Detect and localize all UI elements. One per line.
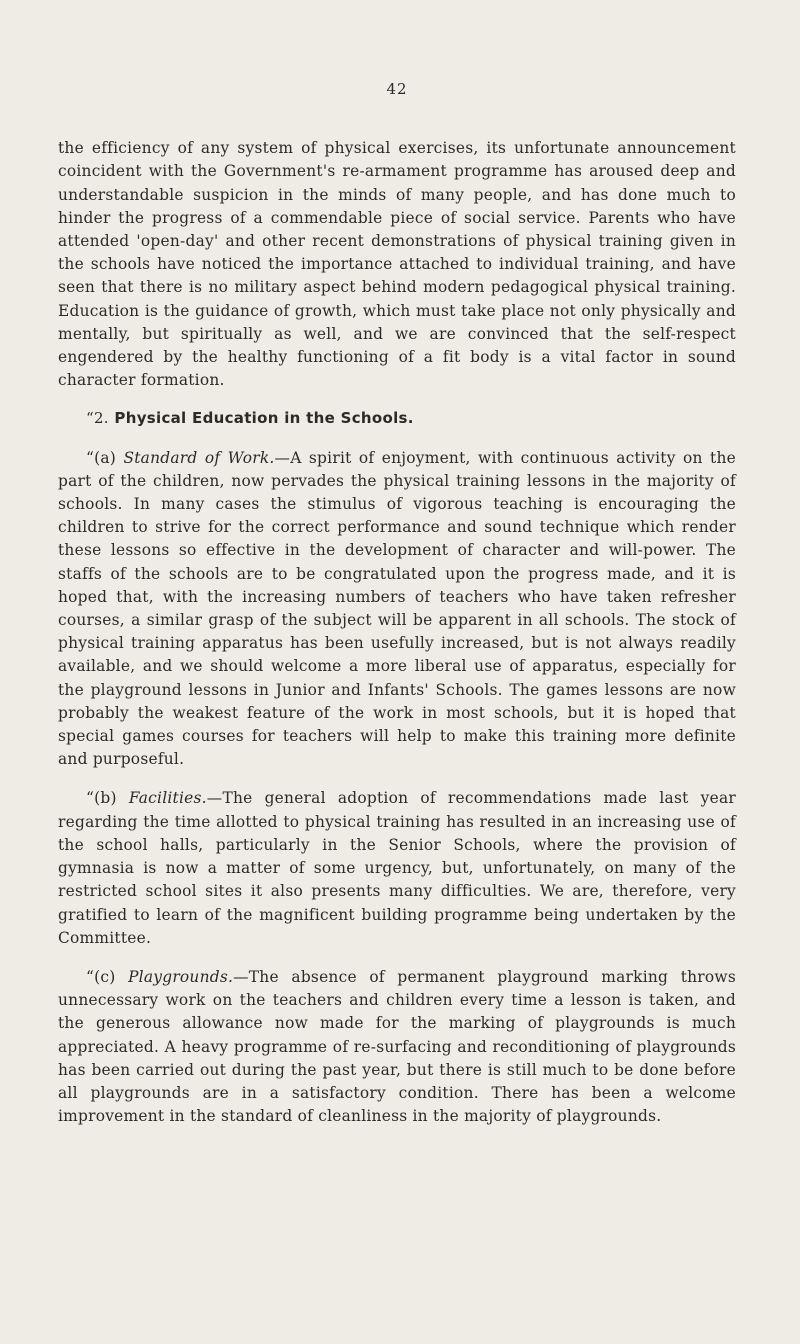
subsection-text: —A spirit of enjoyment, with continuous activity on the part of the children, now pervades the physical training lessons in the majority of schools. In many cases the stimulus of vigorous teaching is encouraging the children to strive for the correct performance and sound technique which render these lessons so effective in the development of character and will-power. The staffs of the schools are to be congratulated upon the progress made, and it is hoped that, with the increasing numbers of teachers who have taken refresher courses, a similar grasp of the subject will be apparent in all schools. The stock of physical training apparatus has been usefully increased, but is not always readily available, and we should welcome a more liberal use of apparatus, especially for the playground lessons in Junior and Infants' Schools. The games lessons are now probably the weakest feature of the work in most schools, but it is hoped that special games courses for teachers will help to make this training more definite and purposeful. <box>58 448 737 769</box>
page-number: 42 <box>386 80 408 98</box>
subsection-standard-of-work <box>58 447 736 772</box>
section-number: “2. <box>86 409 109 428</box>
section-heading <box>58 407 736 430</box>
subsection-text: —The absence of permanent playground marking throws unnecessary work on the teachers and children every time a lesson is taken, and the generous allowance now made for the marking of playgrounds is much appreciated. A heavy programme of re-surfacing and reconditioning of playgrounds has been carried out during the past year, but there is still much to be done before all playgrounds are in a satisfactory condition. There has been a welcome improvement in the standard of cleanliness in the majority of playgrounds. <box>58 967 736 1126</box>
subsection-text: —The general adoption of recommendations made last year regarding the time allotted to physical training has resulted in an increasing use of the school halls, particularly in the Senior Schools, where the provision of gymnasia is now a matter of some urgency, but, unfortunately, on many of the restricted school sites it also presents many difficulties. We are, therefore, very gratified to learn of the magnificent building programme being undertaken by the Committee. <box>58 789 736 947</box>
section-title: Physical Education in the Schools. <box>114 409 414 428</box>
subsection-marker: “(c) <box>86 967 116 986</box>
intro-paragraph: the efficiency of any system of physical exercises, its unfortunate announcement coincident with the Government's re-armament programme has aroused deep and understandable suspicion in the minds of many people, and has done much to hinder the progress of a commendable piece of social service. Parents who have attended 'open-day' and other recent demonstrations of physical training given in the schools have noticed the importance attached to individual training, and have seen that there is no military aspect behind modern pedagogical physical training. Education is the guidance of growth, which must take place not only physically and mentally, but spiritually as well, and we are convinced that the self-respect engendered by the healthy functioning of a fit body is a vital factor in sound character formation. <box>58 139 736 390</box>
subsection-marker: “(b) <box>86 789 117 808</box>
subsection-facilities <box>58 787 736 949</box>
subsection-playgrounds <box>58 966 736 1128</box>
subsection-title: Facilities. <box>128 789 207 808</box>
subsection-marker: “(a) <box>86 448 117 467</box>
subsection-title: Playgrounds. <box>128 967 234 986</box>
subsection-title: Standard of Work. <box>123 448 275 467</box>
